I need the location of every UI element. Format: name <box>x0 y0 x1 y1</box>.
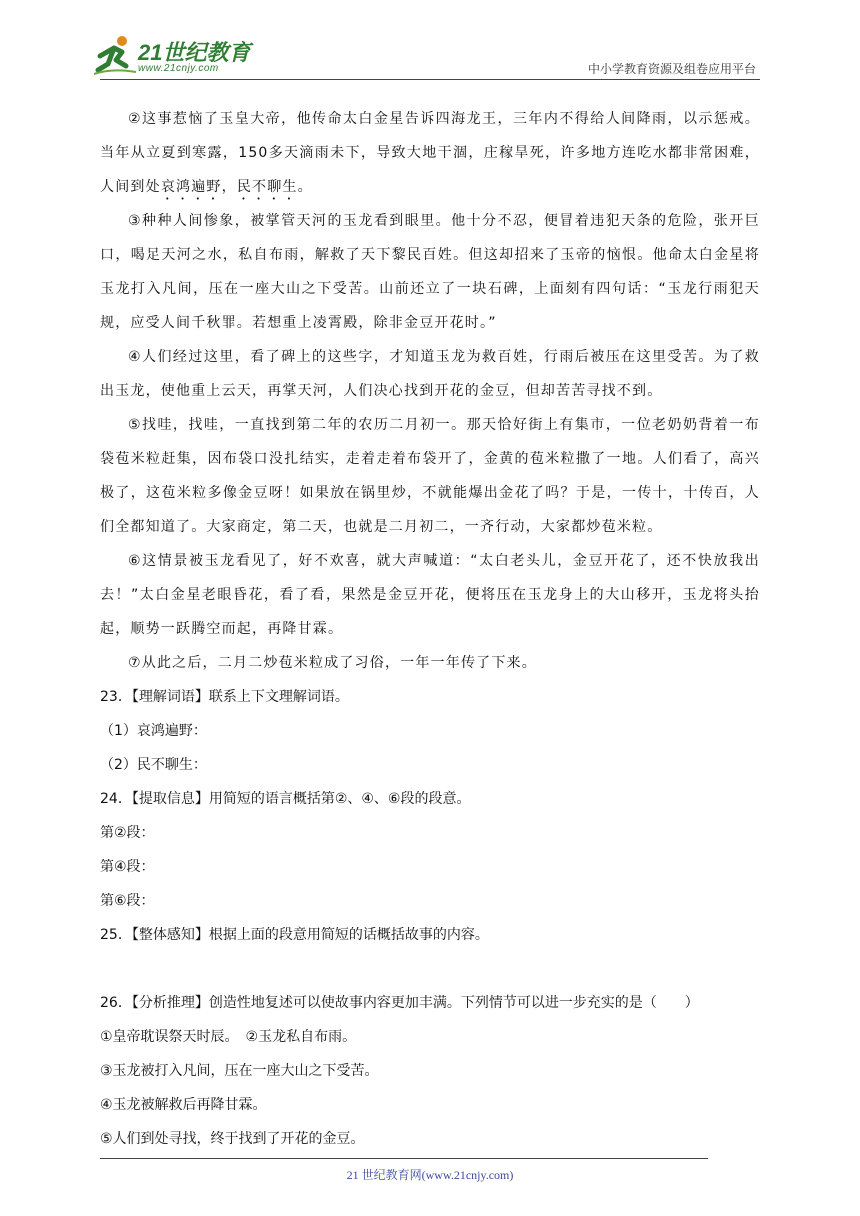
paragraph-2-comma: ， <box>221 179 237 195</box>
option-3: ③玉龙被打入凡间，压在一座大山之下受苦。 <box>100 1063 379 1079</box>
runner-logo-icon <box>92 34 138 76</box>
paragraph-3: ③种种人间惨象，被掌管天河的玉龙看到眼里。他十分不忍，便冒着违犯天条的危险，张开巨口，喝足天河之水，私自布雨，解救了天下黎民百姓。但这却招来了玉帝的恼恨。他命太白金星将玉龙打入凡间，压在一座大山之下受苦。山前还立了一块石碑，上面刻有四句话：“玉龙行雨犯天规，应受人间千秋罪。若想重上凌霄殿，除非金豆开花时。” <box>100 213 760 331</box>
term-minbuliaosheng: 民不聊生 <box>236 179 298 195</box>
footer-divider <box>100 1158 708 1159</box>
site-logo[interactable] <box>92 34 267 80</box>
option-1-2: ①皇帝耽误祭天时辰。 ②玉龙私自布雨。 <box>100 1029 357 1045</box>
question-25: 25．【整体感知】根据上面的段意用简短的话概括故事的内容。 <box>100 927 489 943</box>
question-24-3: 第⑥段： <box>100 893 155 909</box>
question-23-1: （1）哀鸿遍野： <box>100 723 207 739</box>
logo-site-text: www.21cnjy.com <box>138 63 219 74</box>
question-26: 26．【分析推理】创造性地复述可以使故事内容更加丰满。下列情节可以进一步充实的是（ ） <box>100 995 699 1011</box>
question-24-2: 第④段： <box>100 859 155 875</box>
header-divider <box>100 79 760 80</box>
logo-brand-text: 21世纪教育 <box>138 40 251 65</box>
page-header <box>0 0 860 90</box>
paragraph-2 <box>100 102 760 204</box>
paragraph-7: ⑦从此之后，二月二炒苞米粒成了习俗，一年一年传了下来。 <box>128 655 537 671</box>
option-5: ⑤人们到处寻找，终于找到了开花的金豆。 <box>100 1131 365 1147</box>
page-footer[interactable]: 21 世纪教育网(www.21cnjy.com) <box>346 1168 514 1182</box>
paragraph-2-end: 。 <box>297 179 313 195</box>
answer-space <box>100 952 760 986</box>
platform-title: 中小学教育资源及组卷应用平台 <box>587 62 756 76</box>
option-4: ④玉龙被解救后再降甘霖。 <box>100 1097 267 1113</box>
paragraph-4: ④人们经过这里，看了碑上的这些字，才知道玉龙为救百姓，行雨后被压在这里受苦。为了救出玉龙，使他重上云天，再掌天河，人们决心找到开花的金豆，但却苦苦寻找不到。 <box>100 349 760 399</box>
paragraph-6: ⑥这情景被玉龙看见了，好不欢喜，就大声喊道：“太白老头儿，金豆开花了，还不快放我出去！”太白金星老眼昏花，看了看，果然是金豆开花，便将压在玉龙身上的大山移开，玉龙将头抬起，顺势一跃腾空而起，再降甘霖。 <box>100 553 760 637</box>
question-23: 23．【理解词语】联系上下文理解词语。 <box>100 689 349 705</box>
question-24: 24．【提取信息】用简短的语言概括第②、④、⑥段的段意。 <box>100 791 471 807</box>
question-24-1: 第②段： <box>100 825 155 841</box>
paragraph-2-text: ②这事惹恼了玉皇大帝，他传命太白金星告诉四海龙王，三年内不得给人间降雨，以示惩戒。当年从立夏到寒露，150多天滴雨未下，导致大地干涸，庄稼旱死，许多地方连吃水都非常困难，人间到处 <box>100 111 760 195</box>
document-body <box>100 102 760 1156</box>
question-23-2: （2）民不聊生： <box>100 757 207 773</box>
term-aihong: 哀鸿遍野 <box>160 179 222 195</box>
paragraph-5: ⑤找哇，找哇，一直找到第二年的农历二月初一。那天恰好街上有集市，一位老奶奶背着一布袋苞米粒赶集，因布袋口没扎结实，走着走着布袋开了，金黄的苞米粒撒了一地。人们看了，高兴极了，这苞米粒多像金豆呀！如果放在锅里炒，不就能爆出金花了吗？于是，一传十，十传百，人们全都知道了。大家商定，第二天，也就是二月初二，一齐行动，大家都炒苞米粒。 <box>100 417 760 535</box>
